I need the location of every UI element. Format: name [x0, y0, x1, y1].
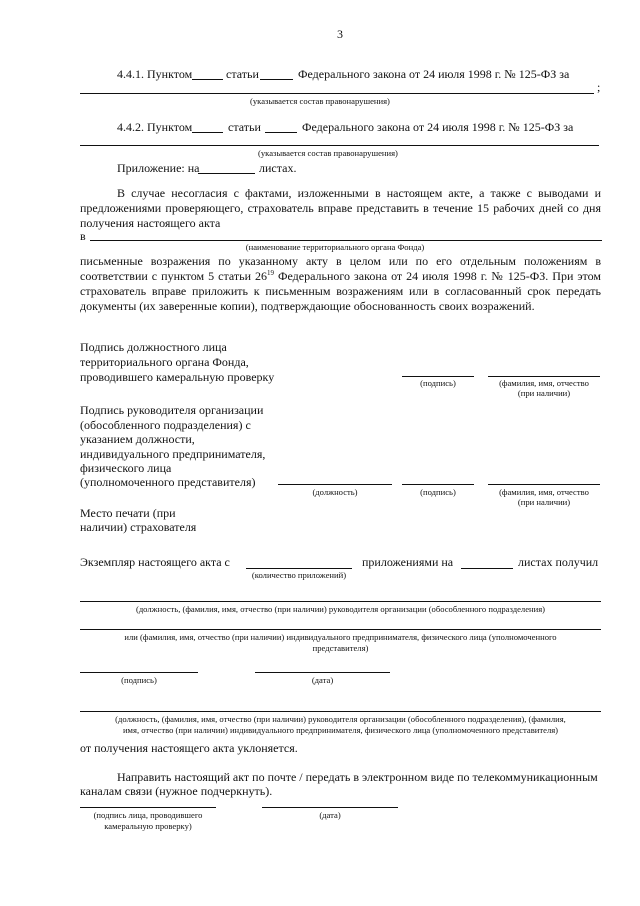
item-442-caption: (указывается состав правонарушения) [258, 148, 398, 158]
item-442-lead: 4.4.2. Пунктом [117, 120, 193, 134]
item-441-caption: (указывается состав правонарушения) [250, 96, 390, 106]
dispatch-line-1: Направить настоящий акт по почте / передать в электронном виде по телекоммуникационным [117, 770, 598, 784]
item-442-tail: Федерального закона от 24 июля 1998 г. № 125-ФЗ за [302, 120, 574, 134]
disagreement-line-3: получения настоящего акта [80, 216, 221, 230]
head-position-field[interactable] [278, 484, 392, 485]
attachments-count-field[interactable] [246, 568, 352, 569]
item-442-point-field[interactable] [192, 132, 223, 133]
head-label-1: Подпись руководителя организации [80, 403, 264, 417]
disagreement-line-2: предложениями проверяющего, страхователь вправе представить в течение 15 рабочих дней со дня [80, 201, 601, 215]
evasion-caption-1: (должность, (фамилия, имя, отчество (при наличии) руководителя организации (обособленного подразделения), (фамилия, [115, 714, 566, 724]
official-label-3: проводившего камеральную проверку [80, 370, 275, 384]
head-signature-caption: (подпись) [420, 487, 456, 497]
official-name-field[interactable] [488, 376, 600, 377]
dispatch-line-2: каналам связи (нужное подчеркнуть). [80, 784, 273, 798]
fund-name-field[interactable] [90, 240, 602, 241]
recipient-signature-field[interactable] [80, 672, 198, 673]
item-442-word: статьи [228, 120, 261, 134]
disagreement-line-4: письменные возражения по указанному акту в целом или по его отдельным положениям в [80, 254, 601, 268]
item-441-offense-field[interactable] [80, 93, 594, 94]
item-441-article-field[interactable] [260, 79, 293, 80]
copy-received-tail: листах получил [518, 555, 599, 569]
article-superscript: 19 [267, 269, 274, 277]
recipient-head-field[interactable] [80, 601, 601, 602]
dispatch-date-field[interactable] [262, 807, 398, 808]
recipient-signature-caption: (подпись) [121, 675, 157, 685]
item-441-tail: Федерального закона от 24 июля 1998 г. № 125-ФЗ за [298, 67, 570, 81]
head-signature-field[interactable] [402, 484, 474, 485]
recipient-date-field[interactable] [255, 672, 390, 673]
head-name-field[interactable] [488, 484, 600, 485]
official-label-1: Подпись должностного лица [80, 340, 227, 354]
disagreement-in-word: в [80, 229, 86, 243]
recipient-date-caption: (дата) [311, 675, 334, 685]
dispatch-date-caption: (дата) [319, 810, 341, 820]
evasion-text: от получения настоящего акта уклоняется. [80, 741, 298, 755]
evasion-person-field[interactable] [80, 711, 601, 712]
head-label-6: (уполномоченного представителя) [80, 475, 256, 489]
copy-received-mid: приложениями на [362, 555, 454, 569]
head-name-caption-1: (фамилия, имя, отчество [499, 487, 589, 497]
recipient-alt-field[interactable] [80, 629, 601, 630]
received-sheets-field[interactable] [461, 568, 513, 569]
head-position-caption: (должность) [312, 487, 358, 497]
dispatch-signature-caption-1: (подпись лица, проводившего [93, 810, 203, 820]
disagreement-line-6: страхователь вправе приложить к письменным возражениям или в согласованный срок передать [80, 284, 601, 298]
evasion-caption-2: имя, отчество (при наличии) индивидуального предпринимателя, физического лица (уполномоченного представителя) [122, 725, 559, 735]
attachments-count-caption: (количество приложений) [251, 570, 347, 580]
attachment-lead: Приложение: на [117, 161, 200, 175]
item-441-lead: 4.4.1. Пунктом [117, 67, 193, 81]
official-label-2: территориального органа Фонда, [80, 355, 249, 369]
seal-label-1: Место печати (при [80, 506, 176, 520]
item-442-article-field[interactable] [265, 132, 297, 133]
official-name-caption-2: (при наличии) [517, 388, 571, 398]
head-label-3: указанием должности, [80, 432, 195, 446]
head-name-caption-2: (при наличии) [517, 497, 571, 507]
dispatch-signature-caption-2: камеральную проверку) [104, 821, 192, 831]
seal-label-2: наличии) страхователя [80, 520, 197, 534]
head-label-4: индивидуального предпринимателя, [80, 447, 266, 461]
copy-received-lead: Экземпляр настоящего акта с [80, 555, 230, 569]
official-signature-field[interactable] [402, 376, 474, 377]
head-label-5: физического лица [80, 461, 172, 475]
disagreement-line-7: документы (их заверенные копии), подтверждающие обоснованность своих возражений. [80, 299, 535, 313]
disagreement-line-1: В случае несогласия с фактами, изложенными в настоящем акте, а также с выводами и [117, 186, 601, 200]
recipient-alt-caption-1: или (фамилия, имя, отчество (при наличии) индивидуального предпринимателя, физического лица (уполномоченного [124, 632, 557, 642]
head-label-2: (обособленного подразделения) с [80, 418, 251, 432]
item-441-point-field[interactable] [192, 79, 223, 80]
fund-caption: (наименование территориального органа Фонда) [245, 242, 425, 252]
page-number: 3 [337, 27, 343, 41]
official-signature-caption: (подпись) [420, 378, 456, 388]
dispatch-signature-field[interactable] [80, 807, 216, 808]
attachment-tail: листах. [259, 161, 297, 175]
item-441-end-mark: ; [597, 80, 601, 94]
recipient-head-caption: (должность, (фамилия, имя, отчество (при наличии) руководителя организации (обособленного подразделения) [135, 604, 546, 614]
item-442-offense-field[interactable] [80, 145, 599, 146]
item-441-word: статьи [226, 67, 259, 81]
recipient-alt-caption-2: представителя) [312, 643, 369, 653]
disagreement-line-5: соответствии с пунктом 5 статьи $26^{19}$ Федерального закона от 24 июля 1998 г. № 125-ФЗ. При этом [80, 269, 601, 283]
attachment-sheets-field[interactable] [198, 173, 255, 174]
official-name-caption-1: (фамилия, имя, отчество [499, 378, 589, 388]
